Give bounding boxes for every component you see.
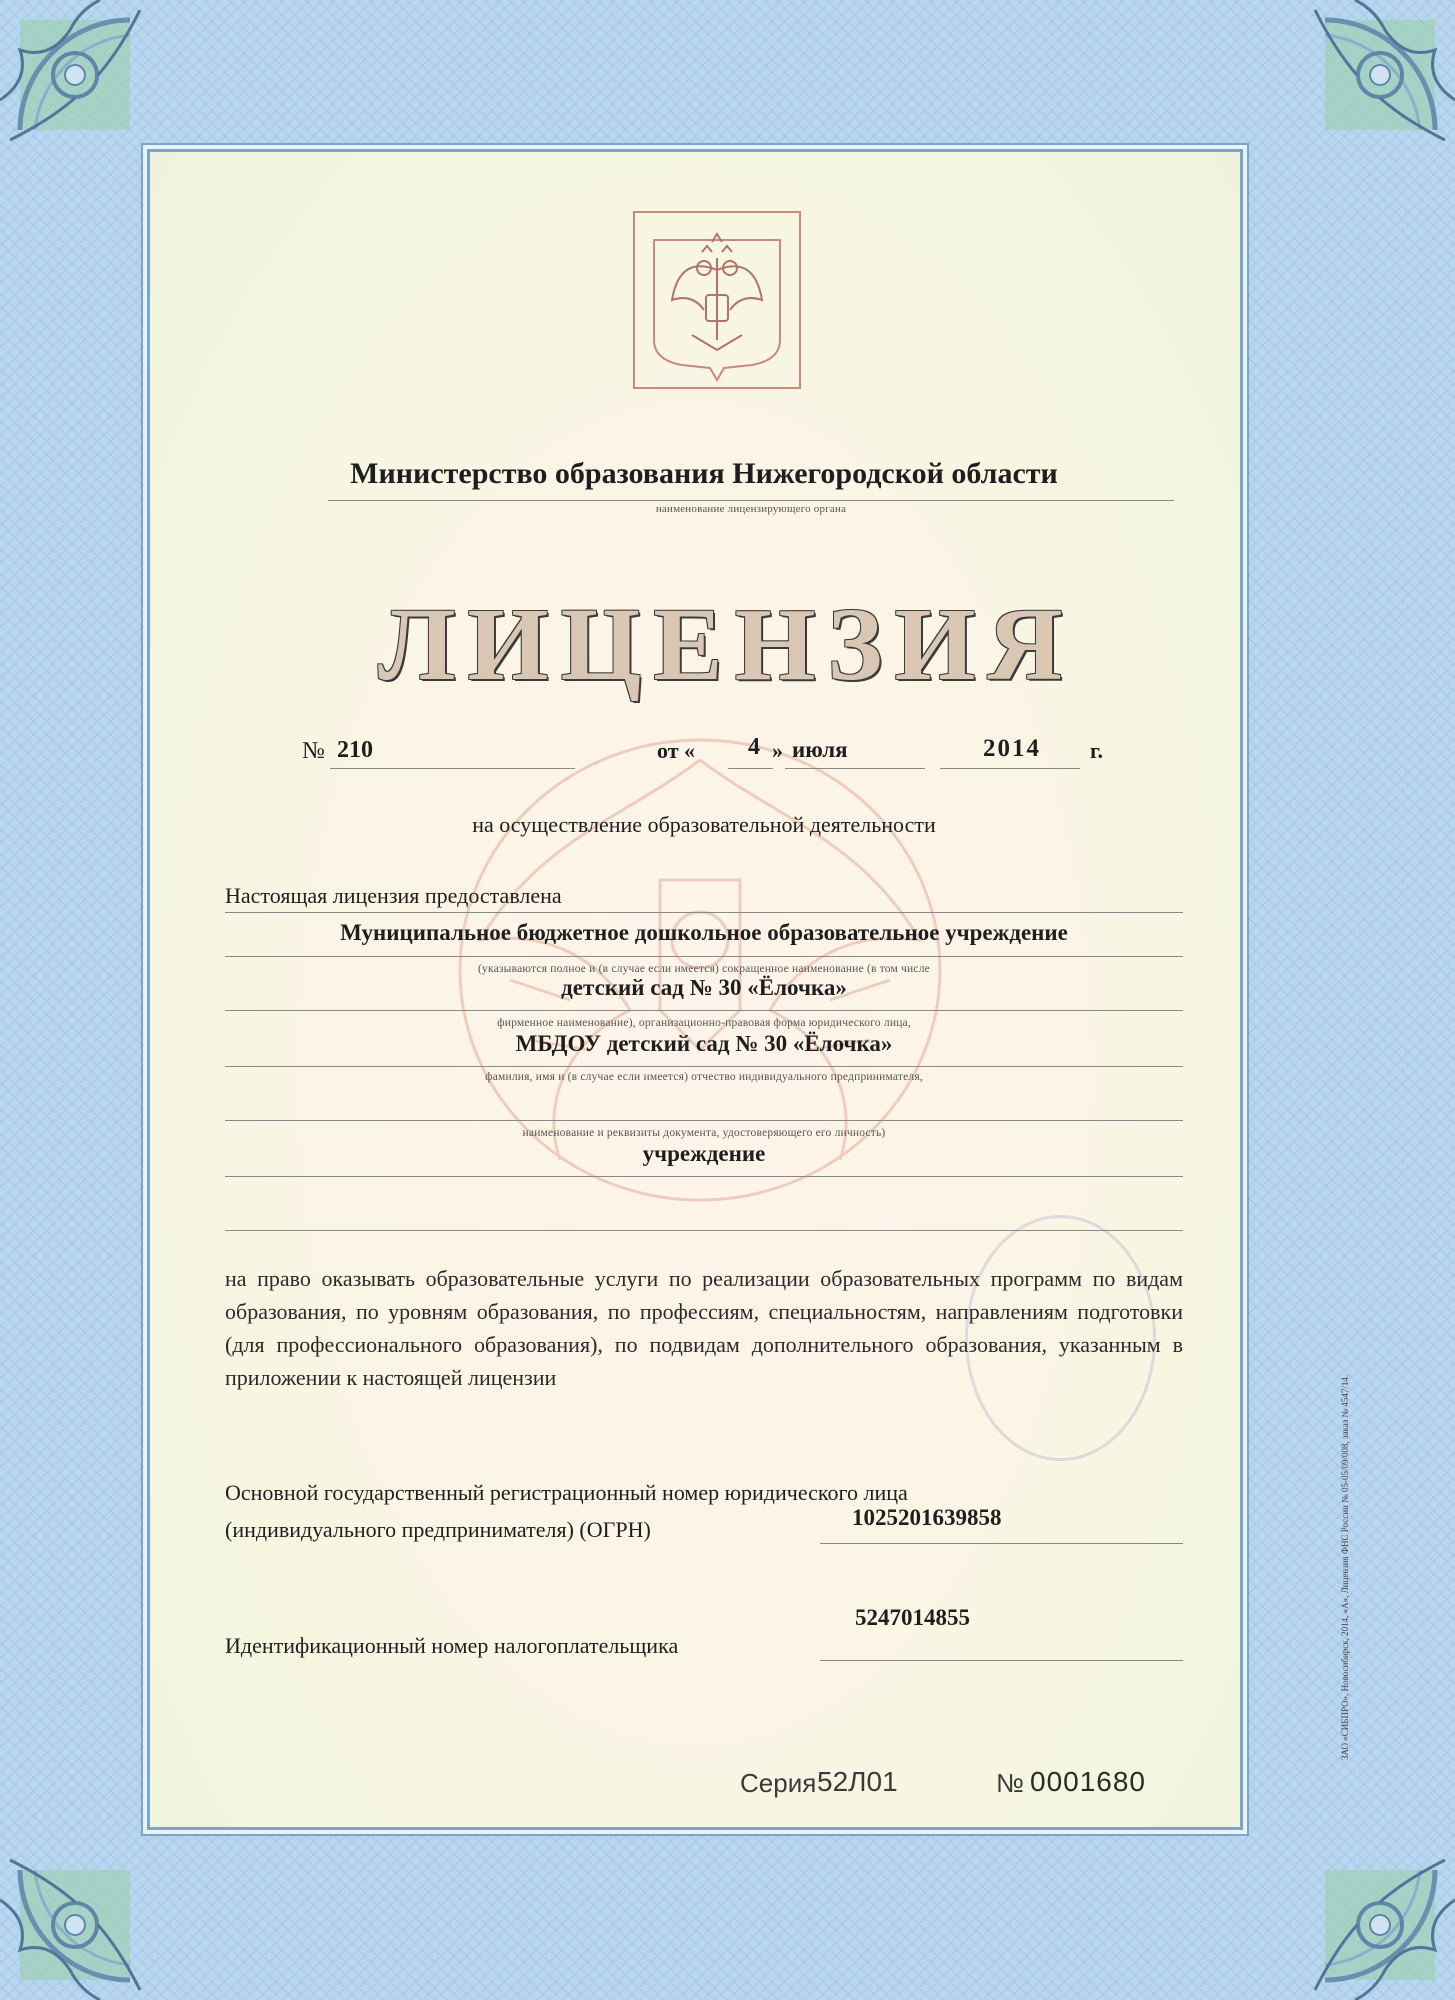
blank-number-prefix: № <box>996 1768 1024 1798</box>
licensing-authority-caption: наименование лицензирующего органа <box>655 503 847 515</box>
license-rights-text: на право оказывать образовательные услуги по реализации образовательных программ по видам образования, по уровням образования, по профессиям, специальностям, направлениям подготовки (для профессионального образования), по подвидам дополнительного образования, указанным в приложении к настоящей лицензии <box>225 1266 1183 1390</box>
holder-caption-3: фамилия, имя и (в случае если имеется) отчество индивидуального предпринимателя, <box>485 1071 923 1083</box>
granted-to-label: Настоящая лицензия предоставлена <box>225 883 562 908</box>
coat-of-arms-icon <box>632 210 802 390</box>
holder-name-line-2: детский сад № 30 «Ёлочка» <box>561 975 847 1000</box>
ogrn-label-line-1: Основной государственный регистрационный номер юридического лица <box>225 1480 908 1505</box>
holder-full-name: Муниципальное бюджетное дошкольное образовательное учреждение <box>340 920 1068 945</box>
licensing-authority: Министерство образования Нижегородской области <box>350 457 1058 490</box>
holder-caption-1: (указываются полное и (в случае если имеется) сокращенное наименование (в том числе <box>478 963 930 975</box>
ogrn-label-line-2: (индивидуального предпринимателя) (ОГРН) <box>225 1517 651 1542</box>
corner-ornament-icon <box>0 0 170 170</box>
license-day-close: » <box>772 738 783 763</box>
holder-caption-4: наименование и реквизиты документа, удостоверяющего его личность) <box>522 1127 886 1139</box>
corner-ornament-icon <box>1285 0 1455 170</box>
blank-series-label: Серия <box>740 1768 817 1798</box>
ogrn-value: 1025201639858 <box>852 1505 1002 1530</box>
license-month: июля <box>792 737 848 762</box>
license-year: 2014 <box>983 735 1041 762</box>
document-title: ЛИЦЕНЗИЯ <box>378 587 1075 702</box>
blank-series: 52Л01 <box>817 1766 898 1797</box>
license-day: 4 <box>748 734 760 760</box>
inn-label: Идентификационный номер налогоплательщика <box>225 1633 679 1658</box>
license-date-from: от « <box>657 738 696 763</box>
printer-imprint: ЗАО «СИБПРО», Новосибирск, 2014, «А», Лицензия ФНС России № 05-05/09/008, заказ № 4547/14. <box>1340 1374 1350 1760</box>
inn-value: 5247014855 <box>855 1605 970 1630</box>
license-purpose: на осуществление образовательной деятельности <box>472 812 936 837</box>
corner-ornament-icon <box>1285 1830 1455 2000</box>
holder-short-name: МБДОУ детский сад № 30 «Ёлочка» <box>515 1031 893 1056</box>
blank-number: 0001680 <box>1030 1766 1147 1797</box>
license-number-prefix: № <box>302 738 325 764</box>
license-number: 210 <box>337 737 373 763</box>
license-year-suffix: г. <box>1090 738 1104 763</box>
holder-caption-2: фирменное наименование), организационно-правовая форма юридического лица, <box>497 1017 911 1029</box>
corner-ornament-icon <box>0 1830 170 2000</box>
holder-legal-form: учреждение <box>642 1141 766 1166</box>
